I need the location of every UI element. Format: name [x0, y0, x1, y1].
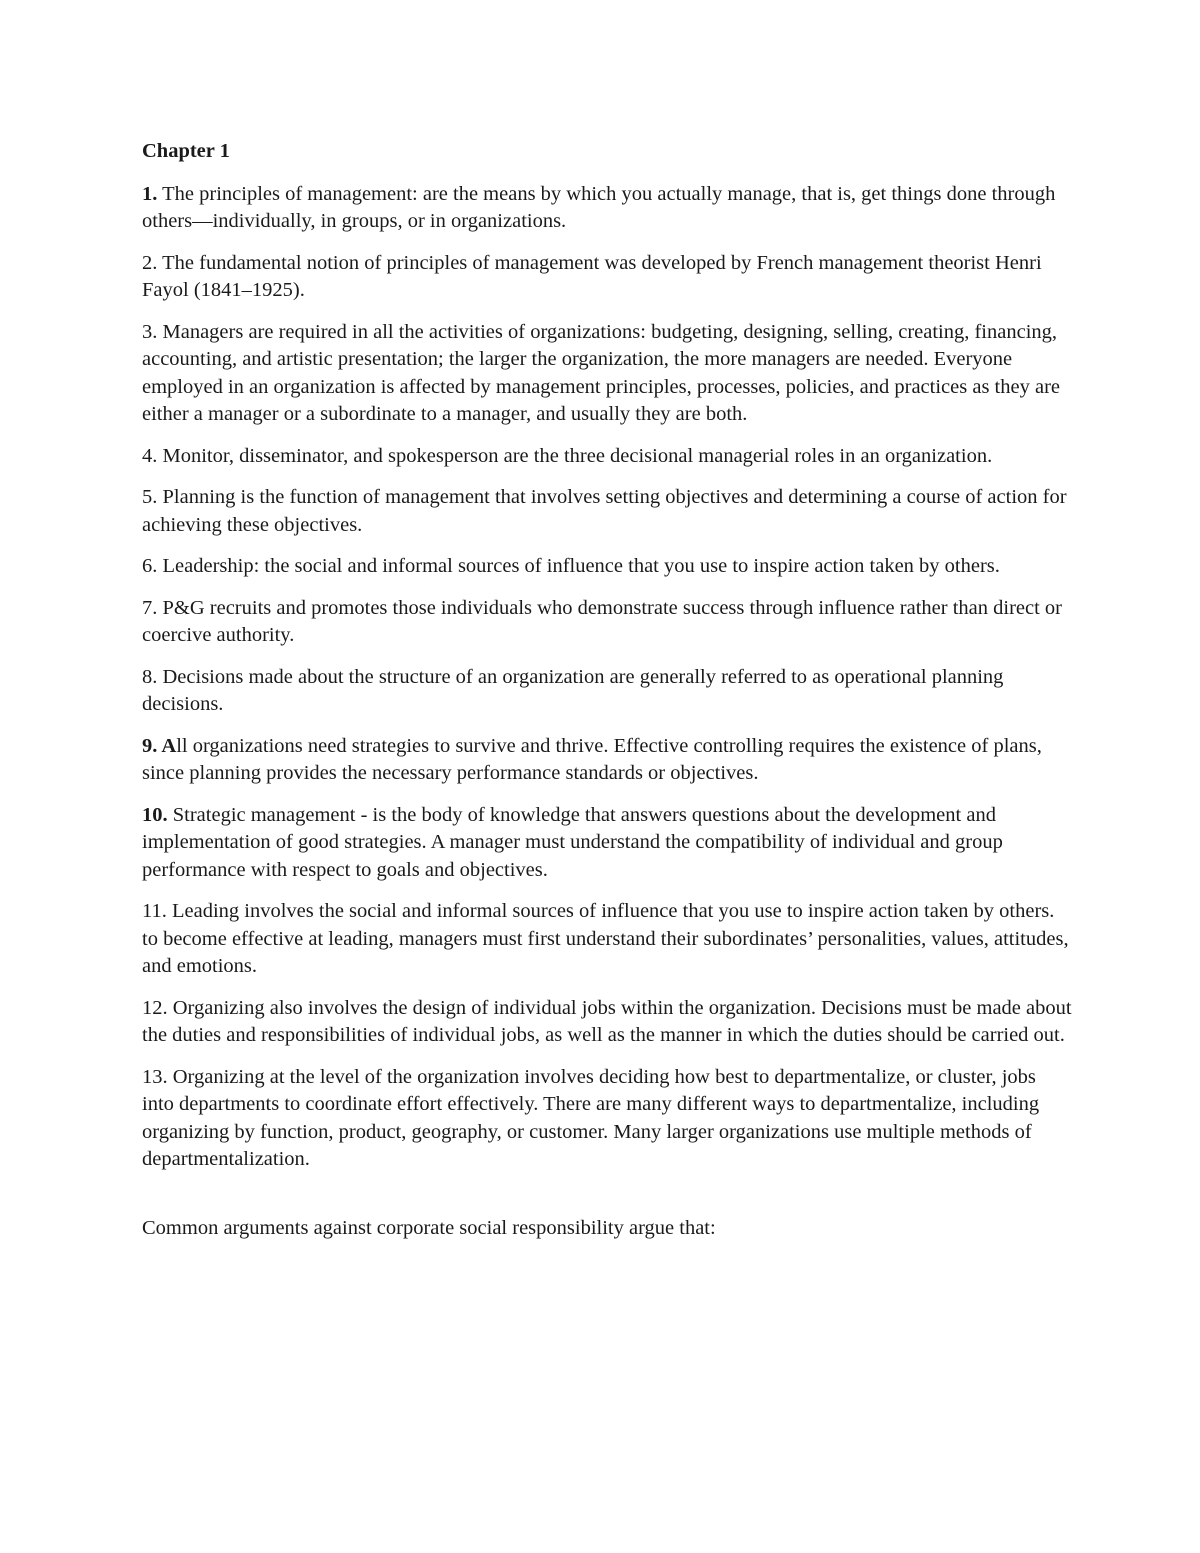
list-item [142, 319, 1072, 429]
list-item [142, 1064, 1072, 1174]
item-text: ll organizations need strategies to survive and thrive. Effective controlling requires the existence of plans, since planning provides the necessary performance standards or objectives. [142, 734, 1042, 784]
list-item [142, 995, 1072, 1050]
closing-line: Common arguments against corporate social responsibility argue that: [142, 1216, 716, 1239]
item-text: Planning is the function of management that involves setting objectives and determining a course of action for achieving these objectives. [142, 486, 1067, 536]
item-text: Strategic management - is the body of knowledge that answers questions about the development and implementation of good strategies. A manager must understand the compatibility of individual and group performance with respect to goals and objectives. [142, 803, 1003, 881]
item-number: 8. [142, 665, 158, 688]
list-item [142, 595, 1072, 650]
document-page [142, 138, 1072, 1242]
item-text: Organizing also involves the design of individual jobs within the organization. Decisions must be made about the duties and responsibilities of individual jobs, as well as the manner in which the duties should be carried out. [142, 996, 1072, 1046]
item-number: 13. [142, 1065, 168, 1088]
list-item [142, 181, 1072, 236]
list-item [142, 733, 1072, 788]
item-number: 12. [142, 996, 168, 1019]
list-item [142, 802, 1072, 885]
item-text: The principles of management: are the means by which you actually manage, that is, get things done through others—individually, in groups, or in organizations. [142, 182, 1056, 232]
item-number: 3. [142, 320, 158, 343]
item-text: Monitor, disseminator, and spokesperson are the three decisional managerial roles in an organization. [162, 444, 993, 467]
item-number: 9. A [142, 734, 177, 757]
item-text: Leading involves the social and informal sources of influence that you use to inspire action taken by others. to become effective at leading, managers must first understand their subordinates’ personalities, values, attitudes, and emotions. [142, 900, 1069, 977]
item-number: 1. [142, 182, 158, 205]
item-number: 7. [142, 596, 158, 619]
list-item [142, 484, 1072, 539]
item-text: Decisions made about the structure of an organization are generally referred to as operational planning decisions. [142, 665, 1004, 715]
list-item [142, 250, 1072, 305]
item-text: Leadership: the social and informal sources of influence that you use to inspire action taken by others. [162, 555, 1000, 577]
item-text: Organizing at the level of the organization involves deciding how best to departmentalize, or cluster, jobs into departments to coordinate effort effectively. There are many different ways to departmentalize, including organizing by function, product, geography, or customer. Many larger organizations use multiple methods of departmentalization. [142, 1065, 1040, 1170]
item-list [142, 181, 1072, 1174]
list-item [142, 443, 1072, 471]
item-text: Managers are required in all the activities of organizations: budgeting, designing, selling, creating, financing, accounting, and artistic presentation; the larger the organization, the more managers are needed. Everyone employed in an organization is affected by management principles, processes, policies, and practices as they are either a manager or a subordinate to a manager, and usually they are both. [142, 320, 1060, 425]
item-text: P&G recruits and promotes those individuals who demonstrate success through influence rather than direct or coercive authority. [142, 596, 1062, 646]
item-text: The fundamental notion of principles of management was developed by French management theorist Henri Fayol (1841–1925). [142, 251, 1042, 301]
item-number: 11. [142, 900, 167, 922]
list-item [142, 898, 1072, 981]
chapter-title: Chapter 1 [142, 140, 230, 162]
item-number: 4. [142, 444, 158, 467]
item-number: 6. [142, 555, 158, 577]
item-number: 5. [142, 486, 158, 508]
list-item [142, 553, 1072, 581]
item-number: 10. [142, 803, 168, 826]
item-number: 2. [142, 251, 158, 274]
list-item [142, 664, 1072, 719]
